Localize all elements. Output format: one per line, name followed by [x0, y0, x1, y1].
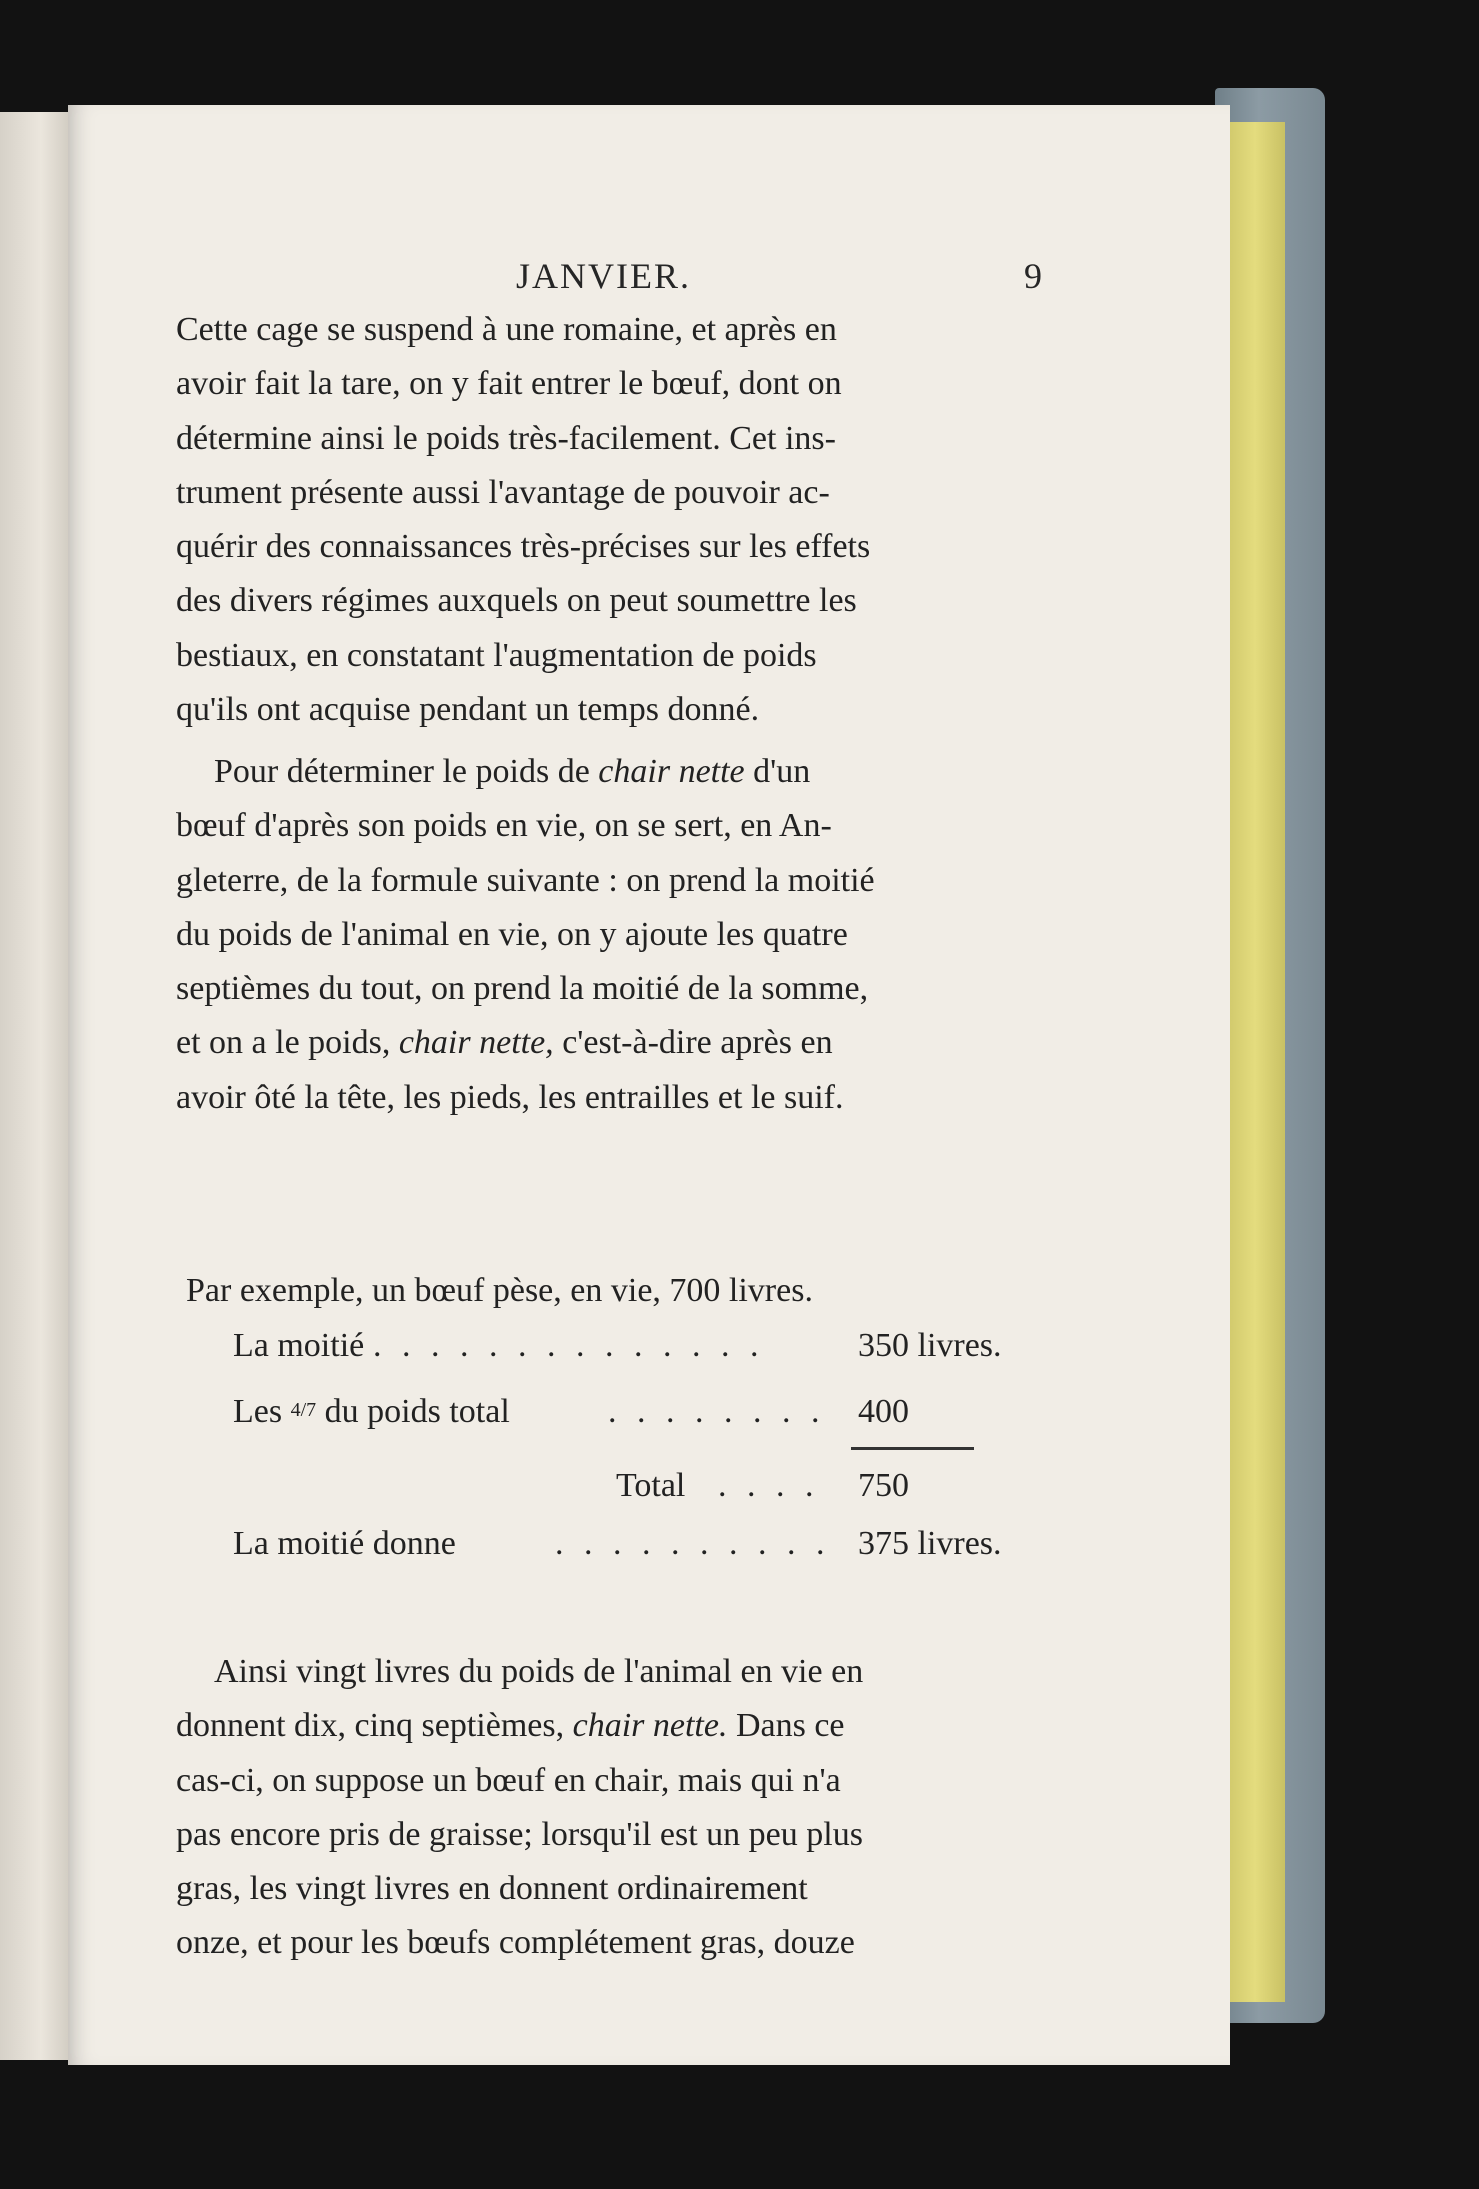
row-leader-dots: . . . . . . . . . . . . . .: [373, 1327, 765, 1364]
page-number: 9: [1024, 256, 1044, 296]
row-leader-dots: . . . . . . . . . .: [555, 1525, 831, 1562]
row-value: 350 livres.: [858, 1327, 1002, 1364]
text-line: [176, 1699, 1058, 1753]
row-leader-dots: . . . .: [718, 1467, 820, 1504]
row-label: La moitié: [233, 1327, 365, 1364]
text-line: cas-ci, on suppose un bœuf en chair, mais qui n'a: [176, 1761, 841, 1799]
header-title: JANVIER.: [516, 256, 691, 296]
sum-rule: [851, 1447, 974, 1450]
text-line: trument présente aussi l'avantage de pouvoir ac-: [176, 473, 830, 511]
italic-term: chair nette.: [572, 1707, 728, 1745]
page-edge: [1225, 122, 1285, 2002]
text-line: qu'ils ont acquise pendant un temps donné.: [176, 691, 760, 729]
text-line: Cette cage se suspend à une romaine, et après en: [176, 311, 837, 348]
row-label-part: Les: [233, 1393, 291, 1430]
italic-term: chair nette: [598, 753, 745, 790]
text-line: bestiaux, en constatant l'augmentation de poids: [176, 636, 817, 674]
text-line: du poids de l'animal en vie, on y ajoute les quatre: [176, 915, 848, 953]
row-label: La moitié donne: [233, 1525, 456, 1562]
text-line: pas encore pris de graisse; lorsqu'il est un peu plus: [176, 1815, 863, 1853]
text-run: Dans ce: [727, 1707, 845, 1745]
paragraph-3: [176, 1645, 1058, 1971]
text-line: [176, 745, 1046, 799]
fraction: 4/7: [290, 1399, 317, 1421]
text-run: c'est-à-dire après en: [553, 1024, 833, 1062]
text-line: bœuf d'après son poids en vie, on se sert, en An-: [176, 807, 832, 845]
text-line: des divers régimes auxquels on peut soumettre les: [176, 582, 857, 620]
row-value: 400: [858, 1393, 909, 1430]
text-line: onze, et pour les bœufs complétement gras, douze: [176, 1924, 855, 1962]
text-line: gleterre, de la formule suivante : on prend la moitié: [176, 861, 875, 899]
text-line: avoir fait la tare, on y fait entrer le bœuf, dont on: [176, 365, 842, 403]
text-line: septièmes du tout, on prend la moitié de la somme,: [176, 970, 869, 1008]
row-label: Total: [616, 1467, 686, 1504]
text-run: Pour déterminer le poids de: [214, 753, 599, 790]
italic-term: chair nette,: [398, 1024, 554, 1062]
paragraph-2: [176, 745, 1046, 1125]
paragraph-1: [176, 303, 1046, 737]
row-leader-dots: . . . . . . . .: [608, 1393, 826, 1430]
text-run: donnent dix, cinq septièmes,: [176, 1707, 573, 1745]
example-intro: Par exemple, un bœuf pèse, en vie, 700 livres.: [186, 1272, 813, 1309]
text-line: gras, les vingt livres en donnent ordinairement: [176, 1870, 808, 1908]
row-label-part: du poids total: [316, 1393, 510, 1430]
left-page: [0, 112, 68, 2060]
row-value: 375 livres.: [858, 1525, 1002, 1562]
text-line: avoir ôté la tête, les pieds, les entrailles et le suif.: [176, 1078, 844, 1116]
text-line: Ainsi vingt livres du poids de l'animal en vie en: [214, 1653, 864, 1690]
text-run: et on a le poids,: [176, 1024, 399, 1062]
text-run: d'un: [744, 753, 811, 790]
text-line: quérir des connaissances très-précises sur les effets: [176, 528, 871, 566]
row-label: [233, 1393, 510, 1431]
book-page: [68, 105, 1230, 2065]
text-line: détermine ainsi le poids très-facilement. Cet ins-: [176, 419, 836, 457]
row-value: 750: [858, 1467, 909, 1504]
text-line: [176, 1016, 1046, 1070]
